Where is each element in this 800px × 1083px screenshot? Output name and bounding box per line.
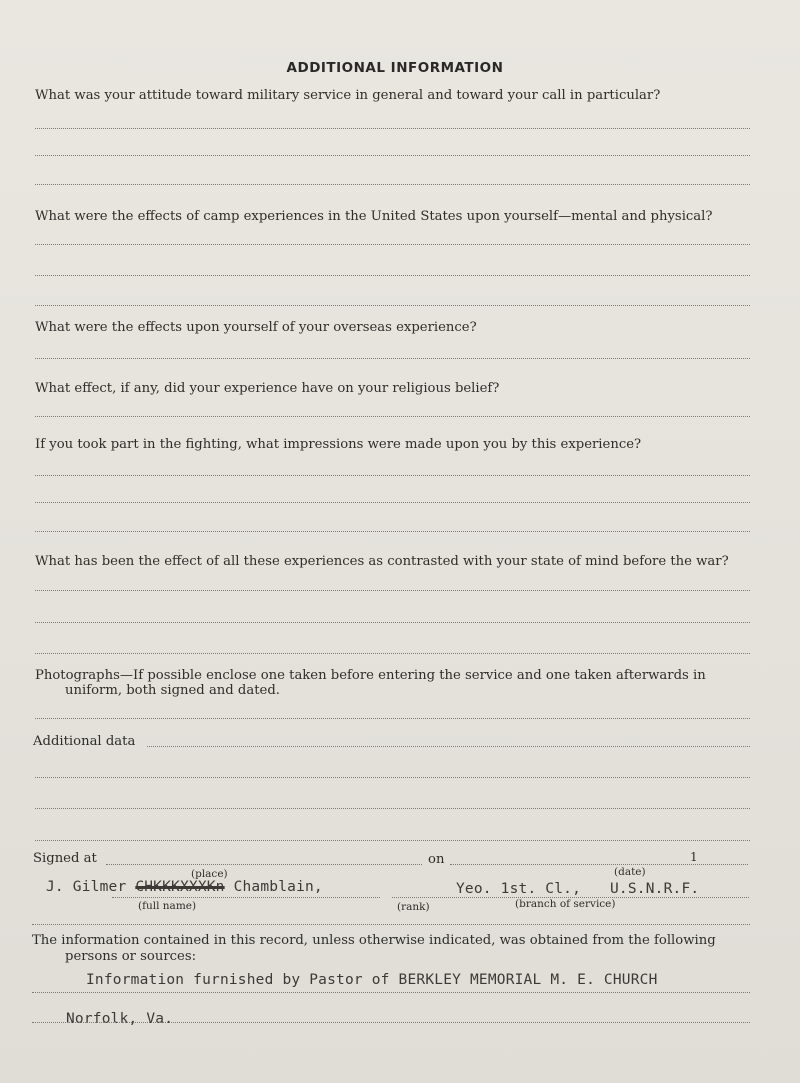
on-label: on <box>428 852 445 867</box>
source-value-line1: Information furnished by Pastor of BERKLEY MEMORIAL M. E. CHURCH <box>86 972 658 988</box>
answer-line <box>35 184 750 185</box>
answer-line <box>35 777 750 778</box>
question-religious-belief: What effect, if any, did your experience have on your religious belief? <box>35 381 500 396</box>
answer-line <box>35 590 750 591</box>
answer-line <box>35 416 750 417</box>
answer-line <box>35 808 750 809</box>
source-value-line2: Norfolk, Va. <box>66 1011 174 1027</box>
photographs-instruction-line2: uniform, both signed and dated. <box>65 683 280 698</box>
page-title: ADDITIONAL INFORMATION <box>286 60 504 76</box>
answer-line <box>35 502 750 503</box>
full-name-value <box>46 879 323 895</box>
date-caption: (date) <box>614 866 646 878</box>
answer-line <box>35 358 750 359</box>
answer-line <box>35 840 750 841</box>
signed-at-label: Signed at <box>33 851 97 866</box>
separator-line <box>32 924 750 925</box>
answer-line <box>35 244 750 245</box>
answer-line <box>35 653 750 654</box>
answer-line <box>147 746 750 747</box>
full-name-line <box>112 897 380 898</box>
date-year-digit: 1 <box>690 850 698 864</box>
name-last: Chamblain, <box>233 879 323 895</box>
answer-line <box>35 275 750 276</box>
branch-caption: (branch of service) <box>515 898 616 910</box>
rank-caption: (rank) <box>397 901 430 913</box>
name-struck-out: CHKKKXXXKn <box>135 879 225 895</box>
answer-line <box>35 531 750 532</box>
answer-line <box>35 622 750 623</box>
additional-data-label: Additional data <box>33 734 136 749</box>
rank-value: Yeo. 1st. Cl., <box>456 881 582 897</box>
question-camp-experiences: What were the effects of camp experiences in the United States upon yourself—mental and physical? <box>35 209 713 224</box>
answer-line <box>35 305 750 306</box>
question-overseas: What were the effects upon yourself of your overseas experience? <box>35 320 477 335</box>
answer-line <box>35 128 750 129</box>
question-attitude: What was your attitude toward military service in general and toward your call in particular? <box>35 88 661 103</box>
answer-line <box>35 718 750 719</box>
answer-line <box>35 155 750 156</box>
full-name-caption: (full name) <box>138 900 197 912</box>
branch-value: U.S.N.R.F. <box>610 881 700 897</box>
photographs-instruction-line1: Photographs—If possible enclose one taken before entering the service and one taken afterwards in <box>35 668 706 683</box>
name-first: J. Gilmer <box>46 879 127 895</box>
date-line <box>450 864 748 865</box>
source-line <box>32 992 750 993</box>
question-effect-contrast: What has been the effect of all these experiences as contrasted with your state of mind before the war? <box>35 554 729 569</box>
question-fighting: If you took part in the fighting, what impressions were made upon you by this experience? <box>35 437 642 452</box>
place-caption: (place) <box>191 868 228 880</box>
place-line <box>106 864 422 865</box>
answer-line <box>35 475 750 476</box>
source-line <box>32 1022 750 1023</box>
sources-statement-line1: The information contained in this record, unless otherwise indicated, was obtained from the following <box>32 933 716 948</box>
sources-statement-line2: persons or sources: <box>65 949 197 964</box>
